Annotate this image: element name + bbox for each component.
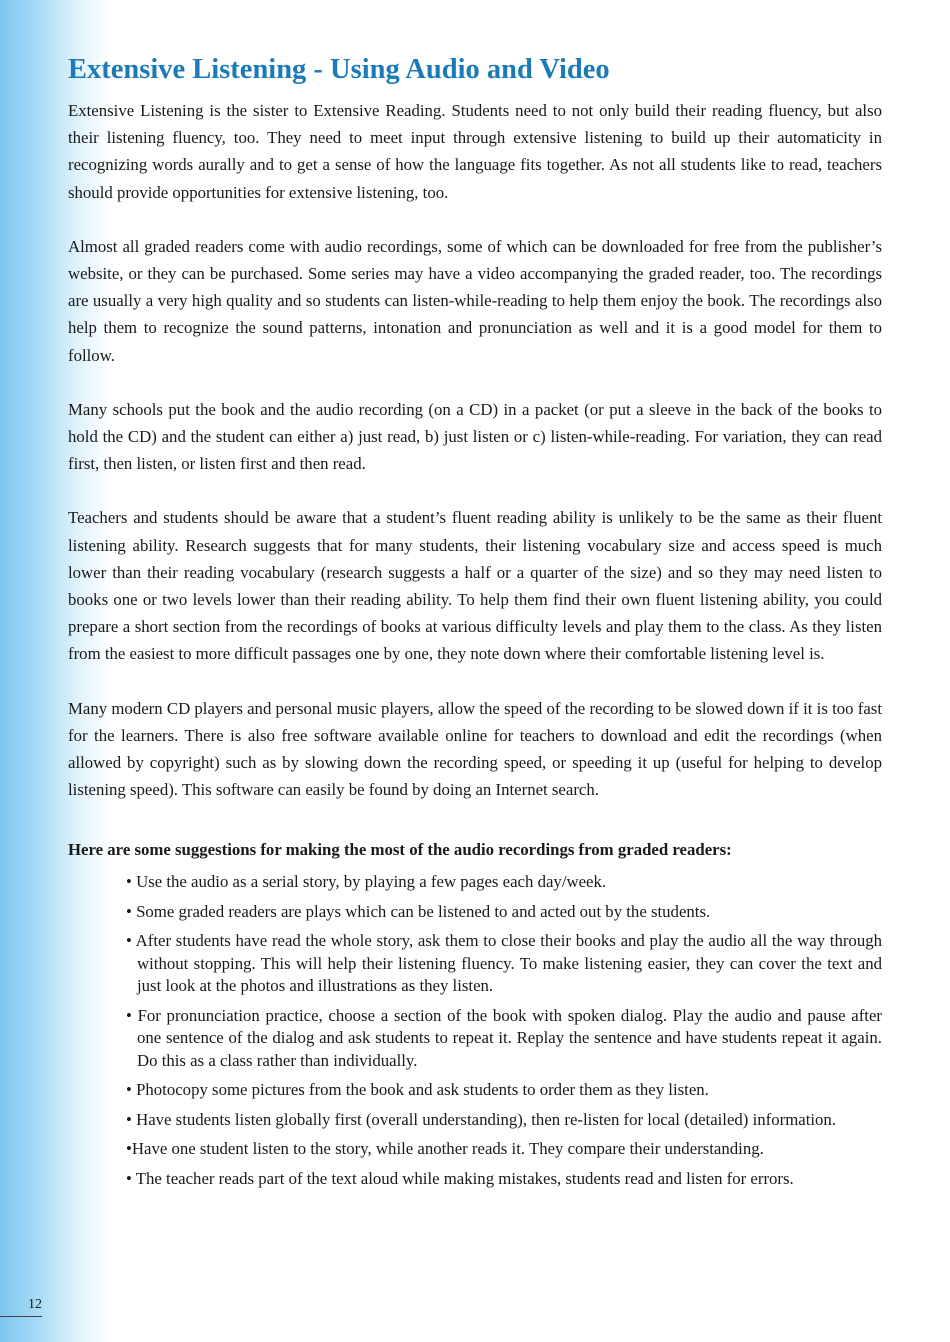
page-number: 12 [0,1296,42,1317]
paragraph-audio-recordings: Almost all graded readers come with audio recordings, some of which can be downloaded for free from the publisher’s website, or they can be purchased. Some series may have a video accompanying the graded reader, too. The recordings are usually a very high quality and so students can listen-while-reading to help them enjoy the book. The recordings also help them to recognize the sound patterns, intonation and pronunciation as well and it is a good model for them to follow. [68,236,882,365]
suggestion-item: • After students have read the whole story, ask them to close their books and play the audio all the way through without stopping. This will help their listening fluency. To make listening easier, they can cover the text and just look at the photos and illustrations as they listen. [126,931,882,996]
suggestion-item: •Have one student listen to the story, while another reads it. They compare their understanding. [126,1139,764,1159]
paragraph-intro: Extensive Listening is the sister to Extensive Reading. Students need to not only build their reading fluency, but also their listening fluency, too. They need to meet input through extensive listening to build up their automaticity in recognizing words aurally and to get a sense of how the language fits together. As not all students like to read, teachers should provide opportunities for extensive listening, too. [68,101,882,202]
paragraph-cd-packets: Many schools put the book and the audio recording (on a CD) in a packet (or put a sleeve in the back of the books to hold the CD) and the student can either a) just read, b) just listen or c) listen-while-reading. For variation, they can read first, then listen, or listen first and then read. [68,399,882,474]
suggestion-item: • Have students listen globally first (overall understanding), then re-listen for local (detailed) information. [126,1109,837,1129]
suggestions-list [68,871,882,1190]
suggestion-item: • Photocopy some pictures from the book and ask students to order them as they listen. [126,1080,709,1100]
suggestion-item: • Use the audio as a serial story, by playing a few pages each day/week. [126,872,607,892]
page-content [68,52,882,1197]
page-title: Extensive Listening - Using Audio and Video [68,54,610,85]
suggestions-heading: Here are some suggestions for making the most of the audio recordings from graded readers: [68,840,732,860]
suggestion-item: • Some graded readers are plays which can be listened to and acted out by the students. [126,901,711,921]
suggestion-item: • The teacher reads part of the text aloud while making mistakes, students read and listen for errors. [126,1168,794,1188]
suggestion-item: • For pronunciation practice, choose a section of the book with spoken dialog. Play the audio and pause after one sentence of the dialog and ask students to repeat it. Replay the sentence and have students repeat it again. Do this as a class rather than individually. [126,1005,882,1070]
paragraph-playback-speed: Many modern CD players and personal music players, allow the speed of the recording to be slowed down if it is too fast for the learners. There is also free software available online for teachers to download and edit the recordings (when allowed by copyright) such as by slowing down the recording speed, or speeding it up (useful for helping to develop listening speed). This software can easily be found by doing an Internet search. [68,698,882,800]
paragraph-listening-ability: Teachers and students should be aware that a student’s fluent reading ability is unlikely to be the same as their fluent listening ability. Research suggests that for many students, their listening vocabulary size and access speed is much lower than their reading vocabulary (research suggests a half or a quarter of the size) and so they may need listen to books one or two levels lower than their reading ability. To help them find their own fluent listening ability, you could prepare a short section from the recordings of books at various difficulty levels and play them to the class. As they listen from the easiest to more difficult passages one by one, they note down where their comfortable listening level is. [68,508,882,664]
